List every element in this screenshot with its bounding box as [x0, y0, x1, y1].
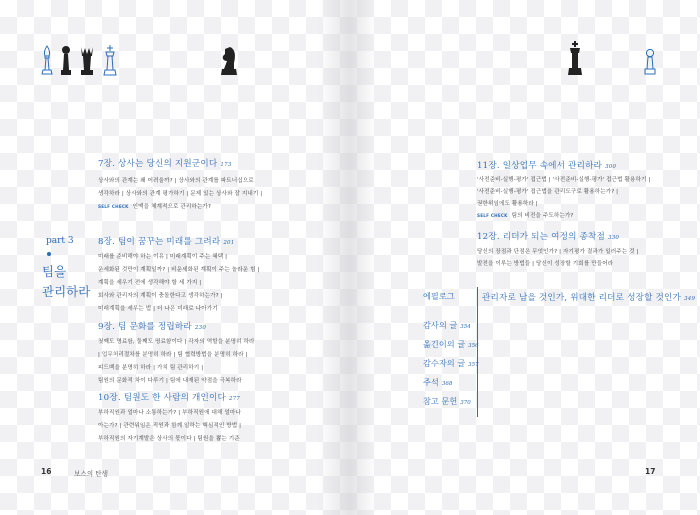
chapter-page: 300	[605, 164, 617, 170]
chapter-line: 발전을 이루는 방법들 | 당신이 성장할 기회를 만들어라	[477, 261, 614, 267]
chapter-line: 운세화된 것만이 계획일까? | 비운세화된 계획이 주는 놀라운 힘 |	[98, 267, 260, 273]
chess-knight-icon	[220, 45, 238, 77]
chapter-line: 상사와의 관계는 왜 어려울까? | 상사와의 관계를 파트너십으로	[98, 178, 254, 184]
running-head: 보스의 탄생	[74, 470, 108, 478]
chapter-line: '사전준비-실행-평가' 접근법을 관리도구로 활용하는가? |	[477, 189, 619, 195]
chapter-line: 피드백을 분명히 하라 | 가치 팀 관리하기 |	[98, 365, 204, 371]
backmatter-item[interactable]: 주석 368	[423, 377, 453, 387]
chapter-line: 당신의 장점과 단점은 무엇인가? | 자기평가 결과가 일러주는 것 |	[477, 249, 639, 255]
chess-bishop-outline-icon	[41, 44, 53, 78]
chapter-title[interactable]: 8장. 팀이 꿈꾸는 미래를 그려라 201	[98, 237, 235, 247]
chapter-line: 계획을 세우기 전에 생각해야 할 세 가지 |	[98, 280, 202, 286]
self-check-line: SELF CHECK 인맥을 체계적으로 관리하는가?	[98, 204, 211, 210]
chapter-title[interactable]: 11장. 일상업무 속에서 관리하라 300	[477, 161, 617, 171]
chapter-line: 팀원의 문화적 차이 다루기 | 팀에 내재된 약점을 극복하라	[98, 378, 242, 384]
chapter-title[interactable]: 9장. 팀 문화를 정립하라 230	[98, 322, 207, 332]
chapter-line: | 업무처리절차를 분명히 하라 | 팀 협력방법을 분명히 하라 |	[98, 352, 248, 358]
self-check-line: SELF CHECK 팀의 비전을 주도하는가?	[477, 213, 574, 219]
backmatter-item[interactable]: 감수자의 글 357	[423, 358, 479, 368]
chess-king-icon	[567, 40, 583, 78]
page-number-left: 16	[41, 467, 52, 476]
chapter-title[interactable]: 7장. 상사는 당신의 지원군이다 173	[98, 159, 232, 169]
chapter-line: 미래를 준비해야 하는 이유 | 미래계획이 주는 혜택 |	[98, 254, 228, 260]
backmatter-item[interactable]: 옮긴이의 글 356	[423, 339, 479, 349]
part-bullet-icon	[47, 252, 51, 256]
page-number-right: 17	[645, 467, 656, 476]
backmatter-item[interactable]: 감사의 글 354	[423, 320, 471, 330]
self-check-label: SELF CHECK	[98, 204, 129, 209]
chess-king-outline-icon	[103, 44, 117, 78]
chapter-line: 부하직원의 자기계발은 상사의 몫이다 | 팀원을 뽑는 기준	[98, 436, 240, 442]
chess-pawn-icon	[60, 44, 72, 78]
epilogue-page: 349	[684, 296, 696, 302]
chapter-line: '사전준비-실행-평가' 접근법 | '사전준비-실행-평가' 접근법 활용하기 |	[477, 177, 651, 183]
chapter-line: 회사와 관리자의 계획이 충돌한다고 생각하는가? |	[98, 293, 223, 299]
part-title	[42, 262, 90, 302]
chess-queen-icon	[79, 44, 95, 78]
epilogue-label[interactable]: 에필로그	[423, 291, 455, 301]
part-title-line1: 팀을	[42, 264, 67, 279]
chapter-line: 권한위임에도 활용하라 |	[477, 201, 538, 207]
chapter-page: 173	[220, 162, 232, 168]
backmatter-item[interactable]: 참고 문헌 370	[423, 396, 471, 406]
chapter-page: 230	[194, 325, 207, 331]
vertical-rule	[477, 287, 478, 417]
chapter-line: 생각하라 | 상사와의 관계 평가하기 | 문제 있는 상사와 잘 지내기 |	[98, 191, 263, 197]
chess-pawn-outline-icon	[644, 47, 656, 77]
chapter-line: 부하직원과 얼마나 소통하는가? | 부하직원에 대해 얼마나	[98, 410, 241, 416]
chapter-page: 201	[223, 240, 235, 246]
chapter-page: 330	[608, 235, 620, 241]
epilogue-title[interactable]: 관리자로 남을 것인가, 위대한 리더로 성장할 것인가 349	[482, 293, 696, 303]
chapter-title[interactable]: 10장. 팀원도 한 사람의 개인이다 277	[98, 393, 241, 403]
chapter-title[interactable]: 12장. 리더가 되는 여정의 종착점 330	[477, 232, 620, 242]
chapter-line: 미래계획을 세우는 법 | 더 나은 미래로 나아가기	[98, 306, 218, 312]
part-number: part 3	[46, 236, 74, 246]
chapter-line: 아는가? | 관련위임은 직원과 함께 일하는 핵심적인 방법 |	[98, 423, 242, 429]
chapter-line: 첫째도 명료함, 둘째도 명료함이다 | 각자의 역할을 분명히 하라	[98, 339, 255, 345]
part-title-line2: 관리하라	[42, 284, 91, 299]
self-check-label: SELF CHECK	[477, 213, 508, 218]
chapter-page: 277	[229, 396, 241, 402]
page-gutter	[318, 0, 376, 515]
